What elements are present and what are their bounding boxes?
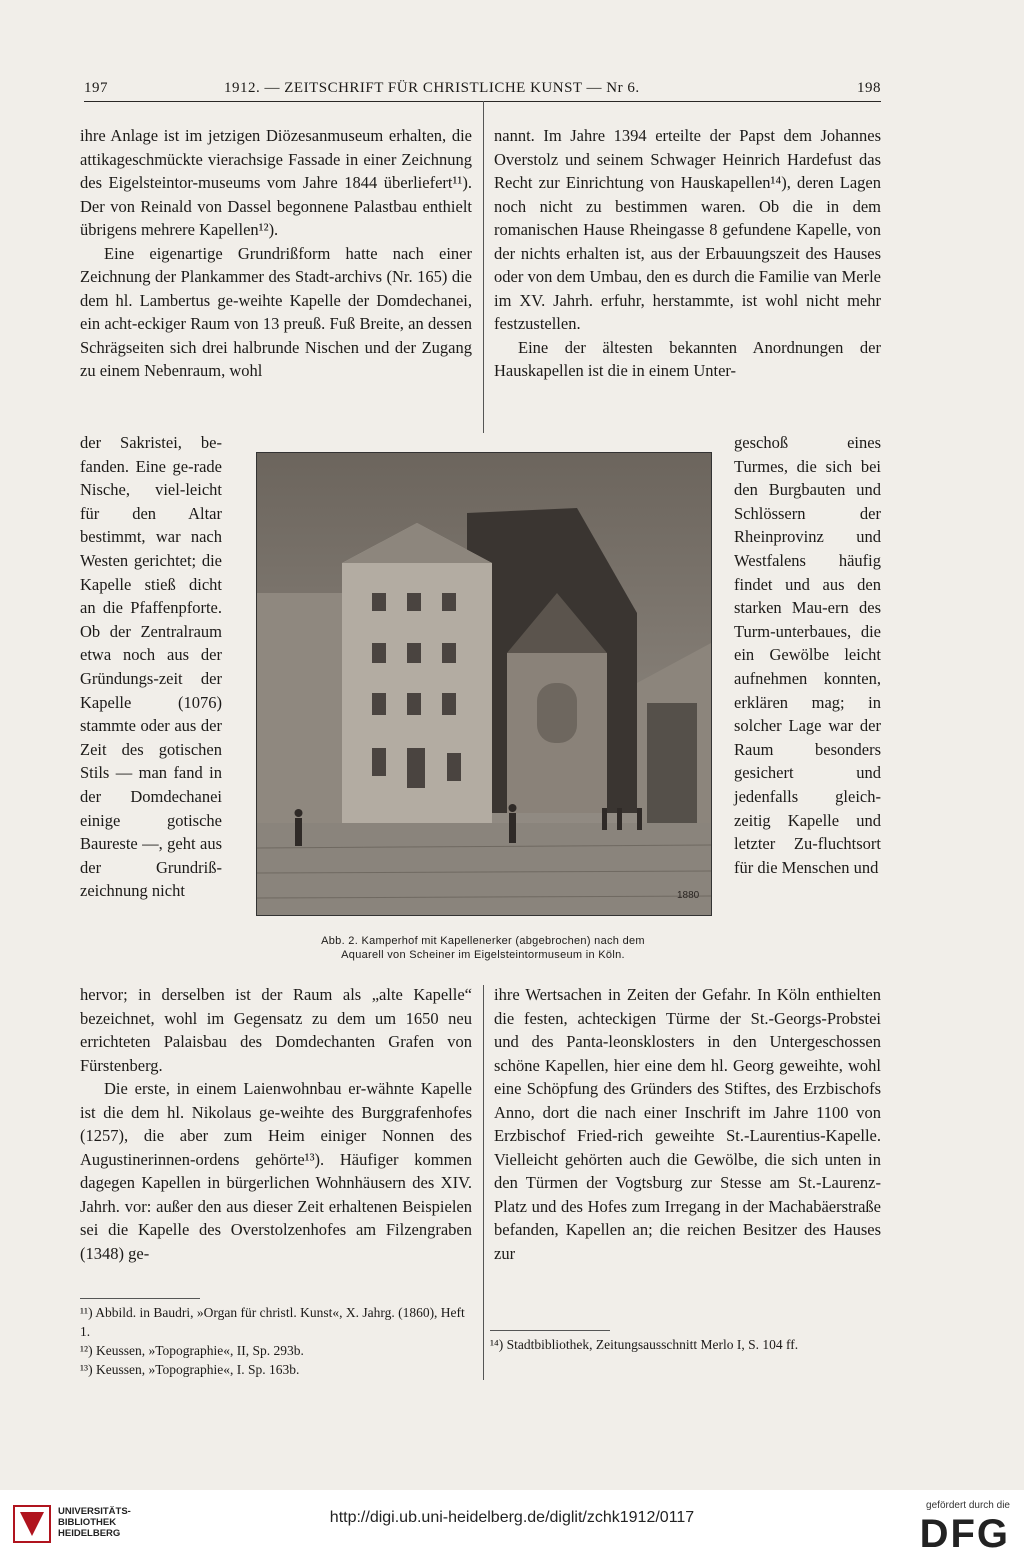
page-number-left: 197 <box>84 80 108 96</box>
right-column-bottom <box>494 983 881 1265</box>
journal-title: 1912. — ZEITSCHRIFT FÜR CHRISTLICHE KUNST — Nr 6. <box>224 80 640 96</box>
figure-image <box>256 452 712 916</box>
figure-caption <box>256 934 710 962</box>
footnote: ¹²) Keussen, »Topographie«, II, Sp. 293b. <box>80 1343 304 1358</box>
library-line: UNIVERSITÄTS- <box>58 1506 131 1517</box>
right-wrap-text <box>734 431 881 879</box>
footnote-rule <box>80 1298 200 1299</box>
footnotes-right <box>490 1335 881 1354</box>
footnote: ¹³) Keussen, »Topographie«, I. Sp. 163b. <box>80 1362 300 1377</box>
paragraph: geschoß eines Turmes, die sich bei den Burgbauten und Schlössern der Rheinprovinz und Westfalens häufig findet und aus den starken Mau-ern des Turm-unterbaues, die ein Gewölbe leicht aufnehmen konnten, erklären mag; in solcher Lage war der Raum besonders gesichert und jedenfalls gleich-zeitig Kapelle und letzter Zu-fluchtsort für die Menschen und <box>734 433 881 877</box>
artist-signature: 1880 <box>677 890 700 901</box>
paragraph: Die erste, in einem Laienwohnbau er-wähnte Kapelle ist die dem hl. Nikolaus ge-weihte des Burggrafenhofes (1257), die aber zum Heim einiger Nonnen des Augustinerinnen-ordens gehörte¹³). Häufiger kommen dagegen Kapellen in bürgerlichen Wohnhäusern des XIV. Jahrh. vor: außer den aus dieser Zeit erhaltenen Beispielen sei die Kapelle des Overstolzenhofes am Filzengraben (1348) ge- <box>80 1079 472 1263</box>
paragraph: ihre Wertsachen in Zeiten der Gefahr. In Köln enthielten die festen, achteckigen Türme der St.-Georgs-Probstei und des Panta-leonsklosters in den Untergeschossen schöne Kapellen, hier eine dem hl. Georg geweihte, wohl eine Schöpfung des Gründers des Stiftes, des Erzbischofs Anno, dort die nach einer Inschrift im Jahre 1100 von Erzbischof Fried-rich geweihte St.-Laurentius-Kapelle. Vielleicht gehörten auch die Gewölbe, die sich unten in den Türmen der Vogtsburg zur Stesse am St.-Laurenz-Platz und des Hofes zum Irregang in der Machabäerstraße befanden, Kapellen an; die reichen Besitzer des Hauses zur <box>494 985 881 1263</box>
caption-line: Abb. 2. Kamperhof mit Kapellenerker (abgebrochen) nach dem <box>321 935 645 947</box>
kamperhof-illustration <box>257 453 711 915</box>
paragraph: Eine der ältesten bekannten Anordnungen der Hauskapellen ist die in einem Unter- <box>494 337 881 380</box>
column-divider-lower <box>483 985 484 1380</box>
paragraph: ihre Anlage ist im jetzigen Diözesanmuseum erhalten, die attikageschmückte vierachsige Fassade in einer Zeichnung des Eigelsteintor-museums vom Jahre 1844 überliefert¹¹). Der von Reinald von Dassel begonnene Palastbau enthielt übrigens mehrere Kapellen¹²). <box>80 126 472 239</box>
left-column-bottom <box>80 983 472 1265</box>
paragraph: hervor; in derselben ist der Raum als „alte Kapelle“ bezeichnet, wohl im Gegensatz zu dem um 1650 neu errichteten Palaisbau des Domdechanten Grafen von Fürstenberg. <box>80 985 472 1075</box>
running-header <box>84 80 881 102</box>
dfg-logo[interactable]: DFG <box>919 1512 1010 1556</box>
left-wrap-text <box>80 431 222 903</box>
footnote: ¹⁴) Stadtbibliothek, Zeitungsausschnitt Merlo I, S. 104 ff. <box>490 1337 799 1352</box>
paragraph: der Sakristei, be-fanden. Eine ge-rade Nische, viel-leicht für den Altar bestimmt, war nach Westen gerichtet; die Kapelle stieß dicht an die Pfaffenpforte. Ob der Zentralraum etwa noch aus der Gründungs-zeit der Kapelle (1076) stammte oder aus der Zeit des gotischen Stils — man fand in der Domdechanei einige gotische Baureste —, geht aus der Grundriß-zeichnung nicht <box>80 433 222 901</box>
library-line: BIBLIOTHEK <box>58 1517 117 1528</box>
left-column-top <box>80 124 472 383</box>
footnote: ¹¹) Abbild. in Baudri, »Organ für christl. Kunst«, X. Jahrg. (1860), Heft 1. <box>80 1305 465 1339</box>
caption-line: Aquarell von Scheiner im Eigelsteintormuseum in Köln. <box>341 949 625 961</box>
footnote-rule <box>490 1330 610 1331</box>
paragraph: Eine eigenartige Grundrißform hatte nach einer Zeichnung der Plankammer des Stadt-archivs (Nr. 165) die dem hl. Lambertus ge-weihte Kapelle der Domdechanei, ein acht-eckiger Raum von 13 preuß. Fuß Breite, an dessen Schrägseiten sich drei halbrunde Nischen und der Zugang zu einem Nebenraum, wohl <box>80 243 472 380</box>
page-number-right: 198 <box>857 80 881 96</box>
funding-note: gefördert durch die <box>926 1500 1010 1511</box>
right-column-top <box>494 124 881 383</box>
library-line: HEIDELBERG <box>58 1528 121 1539</box>
paragraph: nannt. Im Jahre 1394 erteilte der Papst dem Johannes Overstolz und seinem Schwager Heinrich Hardefust das Recht zur Einrichtung von Hauskapellen¹⁴), deren Lagen noch nicht zu bestimmen waren. Ob die in dem romanischen Hause Rheingasse 8 gefundene Kapelle, von der nichts erhalten ist, aus der Erbauungszeit des Hauses oder von dem Umbau, den es durch die Familie van Merle im XV. Jahrh. erfuhr, herstammte, ist wohl nicht mehr festzustellen. <box>494 126 881 333</box>
permalink-url[interactable]: http://digi.ub.uni-heidelberg.de/diglit/zchk1912/0117 <box>329 1509 695 1526</box>
column-divider <box>483 101 484 433</box>
footnotes-left <box>80 1303 472 1379</box>
